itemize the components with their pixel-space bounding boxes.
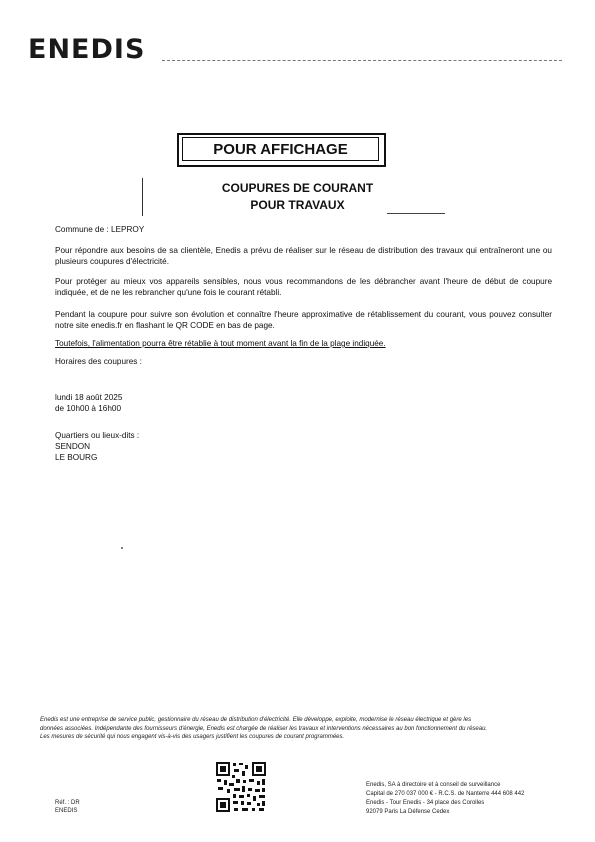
footer-info-line: Enedis, SA à directoire et à conseil de surveillance (366, 782, 501, 788)
qr-code-icon (215, 761, 267, 813)
outage-date: lundi 18 août 2025 (55, 393, 123, 402)
footer-info-line: Enedis - Tour Enedis - 34 place des Corolles (366, 800, 485, 806)
paragraph-intro: Pour répondre aux besoins de sa clientèle, Enedis a prévu de réaliser sur le réseau de distribution des travaux qui entraîneront une ou plusieurs coupures d'électricité. (55, 246, 552, 266)
legal-line: Les mesures de sécurité qui nous engagent vis-à-vis des usagers justifient les coupures de courant programmées. (40, 734, 345, 740)
legal-line: Enedis est une entreprise de service public, gestionnaire du réseau de distribution d'électricité. Elle développe, exploite, modernise le réseau électrique et gère les (40, 717, 472, 723)
area-item: SENDON (55, 442, 91, 451)
paragraph-protect: Pour protéger au mieux vos appareils sensibles, nous vous recommandons de les débrancher avant l'heure de début de coupure indiquée, et de ne les rebrancher qu'une fois le courant rétabli. (55, 277, 552, 297)
areas-label: Quartiers ou lieux-dits : (55, 431, 140, 440)
legal-line: données associées. Indépendante des fournisseurs d'énergie, Enedis est chargée de réaliser les travaux et interventions nécessaires au bon fonctionnement du réseau. (40, 725, 488, 732)
area-item: LE BOURG (55, 453, 98, 462)
scan-speck (121, 547, 123, 549)
schedule-label: Horaires des coupures : (55, 357, 142, 366)
commune-line: Commune de : LEPROY (55, 225, 145, 234)
footer-ref-line: Réf. : DR (55, 800, 80, 806)
title-box (182, 137, 379, 161)
subtitle-underline (387, 213, 445, 214)
logo-text: ENEDIS (28, 34, 146, 65)
footer-info-line: 92079 Paris La Défense Cedex (366, 809, 450, 815)
qr-code[interactable] (215, 761, 267, 813)
footer-ref-line: ENEDIS (55, 808, 78, 814)
subtitle-line-1: COUPURES DE COURANT (221, 181, 374, 195)
title-box-label: POUR AFFICHAGE (213, 140, 348, 158)
footer-reference (55, 799, 80, 815)
paragraph-follow: Pendant la coupure pour suivre son évolution et connaître l'heure approximative de rétablissement du courant, vous pouvez consulter notre site enedis.fr en flashant le QR CODE en bas de page. (55, 310, 552, 330)
footer-company-info (366, 781, 546, 817)
warning-line: Toutefois, l'alimentation pourra être rétablie à tout moment avant la fin de la plage indiquée. (55, 339, 386, 348)
header-divider (162, 60, 562, 61)
legal-notice (40, 716, 555, 742)
footer-info-line: Capital de 270 037 000 € - R.C.S. de Nanterre 444 608 442 (366, 791, 525, 797)
subtitle-line-2: POUR TRAVAUX (250, 198, 345, 212)
enedis-logo (28, 36, 145, 63)
outage-time: de 10h00 à 16h00 (55, 404, 122, 413)
